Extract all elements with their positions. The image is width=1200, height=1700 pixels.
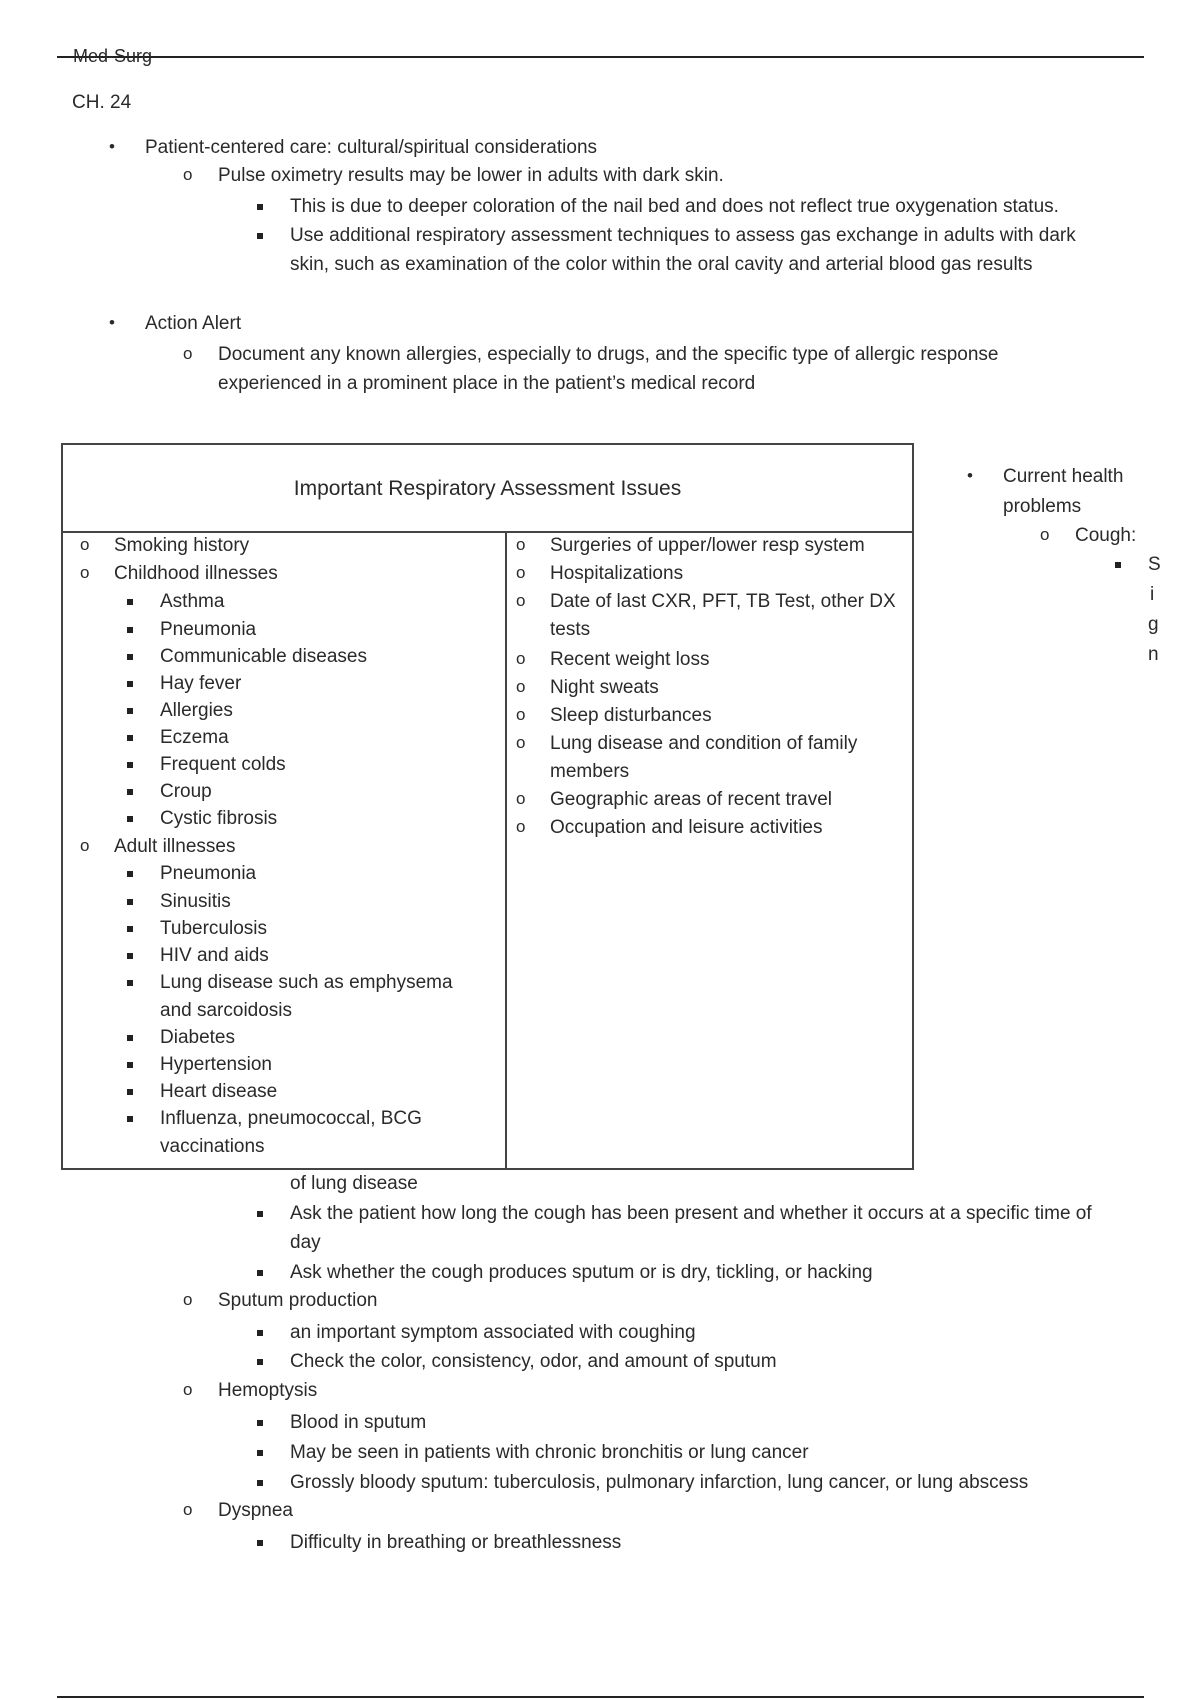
list-item: Sinusitis — [160, 891, 231, 912]
list-item: Hay fever — [160, 673, 242, 694]
square-bullet — [127, 1089, 133, 1095]
square-bullet — [127, 789, 133, 795]
circle-marker: o — [183, 344, 193, 363]
circle-marker: o — [516, 649, 526, 668]
list-item: Croup — [160, 781, 212, 802]
list-item: Diabetes — [160, 1027, 235, 1048]
table-column-divider — [505, 533, 507, 1170]
square-bullet — [257, 1211, 263, 1217]
square-bullet — [1115, 562, 1121, 568]
occupation: Occupation and leisure activities — [550, 817, 823, 838]
bullet-marker: • — [109, 313, 115, 332]
vaccinations-l2: vaccinations — [160, 1136, 265, 1157]
cough-duration-l2: day — [290, 1232, 321, 1253]
circle-marker: o — [1040, 525, 1050, 544]
square-bullet — [127, 735, 133, 741]
sputum-production: Sputum production — [218, 1290, 378, 1311]
circle-marker: o — [80, 535, 90, 554]
action-alert-title: Action Alert — [145, 313, 242, 334]
list-item: Blood in sputum — [290, 1412, 427, 1433]
current-health-l2: problems — [1003, 496, 1082, 517]
allergies-note-l2: experienced in a prominent place in the patient’s medical record — [218, 373, 756, 394]
chapter-label: CH. 24 — [72, 92, 132, 113]
list-item: Cystic fibrosis — [160, 808, 278, 829]
list-item: Difficulty in breathing or breathlessness — [290, 1532, 622, 1553]
allergies-note-l1: Document any known allergies, especially to drugs, and the specific type of allergic response — [218, 344, 999, 365]
circle-marker: o — [516, 563, 526, 582]
wrapped-letter: S — [1148, 554, 1161, 575]
square-bullet — [127, 1062, 133, 1068]
cough-duration-l1: Ask the patient how long the cough has been present and whether it occurs at a specific time of — [290, 1203, 1092, 1224]
square-bullet — [127, 871, 133, 877]
sleep-disturbances: Sleep disturbances — [550, 705, 712, 726]
list-item: Pneumonia — [160, 619, 257, 640]
bullet-marker: • — [109, 137, 115, 156]
list-item: Grossly bloody sputum: tuberculosis, pulmonary infarction, lung cancer, or lung abscess — [290, 1472, 1029, 1493]
circle-marker: o — [80, 836, 90, 855]
smoking-history: Smoking history — [114, 535, 250, 556]
last-tests-l2: tests — [550, 619, 591, 640]
square-bullet — [127, 980, 133, 986]
square-bullet — [257, 1450, 263, 1456]
list-item: Asthma — [160, 591, 225, 612]
childhood-illnesses: Childhood illnesses — [114, 563, 278, 584]
list-item: Check the color, consistency, odor, and amount of sputum — [290, 1351, 777, 1372]
square-bullet — [127, 816, 133, 822]
adult-illnesses: Adult illnesses — [114, 836, 236, 857]
circle-marker: o — [516, 535, 526, 554]
dyspnea: Dyspnea — [218, 1500, 293, 1521]
nail-bed-note: This is due to deeper coloration of the nail bed and does not reflect true oxygenation status. — [290, 196, 1059, 217]
cough-label: Cough: — [1075, 525, 1137, 546]
hemoptysis: Hemoptysis — [218, 1380, 318, 1401]
square-bullet — [127, 1035, 133, 1041]
section-patient-centered-title: Patient-centered care: cultural/spiritual considerations — [145, 137, 598, 158]
square-bullet — [257, 1480, 263, 1486]
family-lung-l2: members — [550, 761, 630, 782]
last-tests-l1: Date of last CXR, PFT, TB Test, other DX — [550, 591, 896, 612]
wrapped-letter: i — [1150, 584, 1155, 605]
circle-marker: o — [516, 733, 526, 752]
square-bullet — [127, 599, 133, 605]
square-bullet — [127, 762, 133, 768]
square-bullet — [257, 1540, 263, 1546]
list-item: Tuberculosis — [160, 918, 268, 939]
lung-disease-l1: Lung disease such as emphysema — [160, 972, 453, 993]
hospitalizations: Hospitalizations — [550, 563, 684, 584]
square-bullet — [257, 204, 263, 210]
square-bullet — [127, 654, 133, 660]
current-health-l1: Current health — [1003, 466, 1124, 487]
square-bullet — [127, 899, 133, 905]
list-item: Hypertension — [160, 1054, 272, 1075]
wrapped-letter: g — [1148, 614, 1159, 635]
weight-loss: Recent weight loss — [550, 649, 710, 670]
square-bullet — [257, 1420, 263, 1426]
assessment-techniques-l2: skin, such as examination of the color within the oral cavity and arterial blood gas results — [290, 254, 1033, 275]
cough-continued: of lung disease — [290, 1173, 418, 1194]
cough-sputum-question: Ask whether the cough produces sputum or is dry, tickling, or hacking — [290, 1262, 873, 1283]
circle-marker: o — [516, 789, 526, 808]
list-item: Frequent colds — [160, 754, 286, 775]
vaccinations-l1: Influenza, pneumococcal, BCG — [160, 1108, 422, 1129]
list-item: May be seen in patients with chronic bronchitis or lung cancer — [290, 1442, 809, 1463]
square-bullet — [127, 1116, 133, 1122]
wrapped-letter: n — [1148, 644, 1159, 665]
circle-marker: o — [516, 817, 526, 836]
circle-marker: o — [516, 591, 526, 610]
square-bullet — [257, 1359, 263, 1365]
surgeries: Surgeries of upper/lower resp system — [550, 535, 865, 556]
list-item: Allergies — [160, 700, 233, 721]
header-rule — [57, 56, 1144, 58]
list-item: Heart disease — [160, 1081, 278, 1102]
bullet-marker: • — [967, 466, 973, 485]
assessment-techniques-l1: Use additional respiratory assessment techniques to assess gas exchange in adults with dark — [290, 225, 1076, 246]
footer-rule — [57, 1696, 1144, 1698]
circle-marker: o — [80, 563, 90, 582]
circle-marker: o — [516, 705, 526, 724]
circle-marker: o — [183, 165, 193, 184]
header-text: Med-Surg — [73, 46, 153, 66]
list-item: Communicable diseases — [160, 646, 367, 667]
circle-marker: o — [183, 1290, 193, 1309]
list-item: HIV and aids — [160, 945, 269, 966]
circle-marker: o — [183, 1380, 193, 1399]
square-bullet — [127, 708, 133, 714]
list-item: Pneumonia — [160, 863, 257, 884]
square-bullet — [257, 1330, 263, 1336]
square-bullet — [127, 681, 133, 687]
pulse-oximetry-note: Pulse oximetry results may be lower in adults with dark skin. — [218, 165, 724, 186]
list-item: Eczema — [160, 727, 229, 748]
square-bullet — [127, 953, 133, 959]
night-sweats: Night sweats — [550, 677, 659, 698]
square-bullet — [127, 926, 133, 932]
lung-disease-l2: and sarcoidosis — [160, 1000, 293, 1021]
table-title: Important Respiratory Assessment Issues — [63, 445, 912, 533]
circle-marker: o — [516, 677, 526, 696]
family-lung-l1: Lung disease and condition of family — [550, 733, 858, 754]
square-bullet — [257, 233, 263, 239]
square-bullet — [127, 627, 133, 633]
square-bullet — [257, 1270, 263, 1276]
recent-travel: Geographic areas of recent travel — [550, 789, 832, 810]
list-item: an important symptom associated with coughing — [290, 1322, 696, 1343]
circle-marker: o — [183, 1500, 193, 1519]
